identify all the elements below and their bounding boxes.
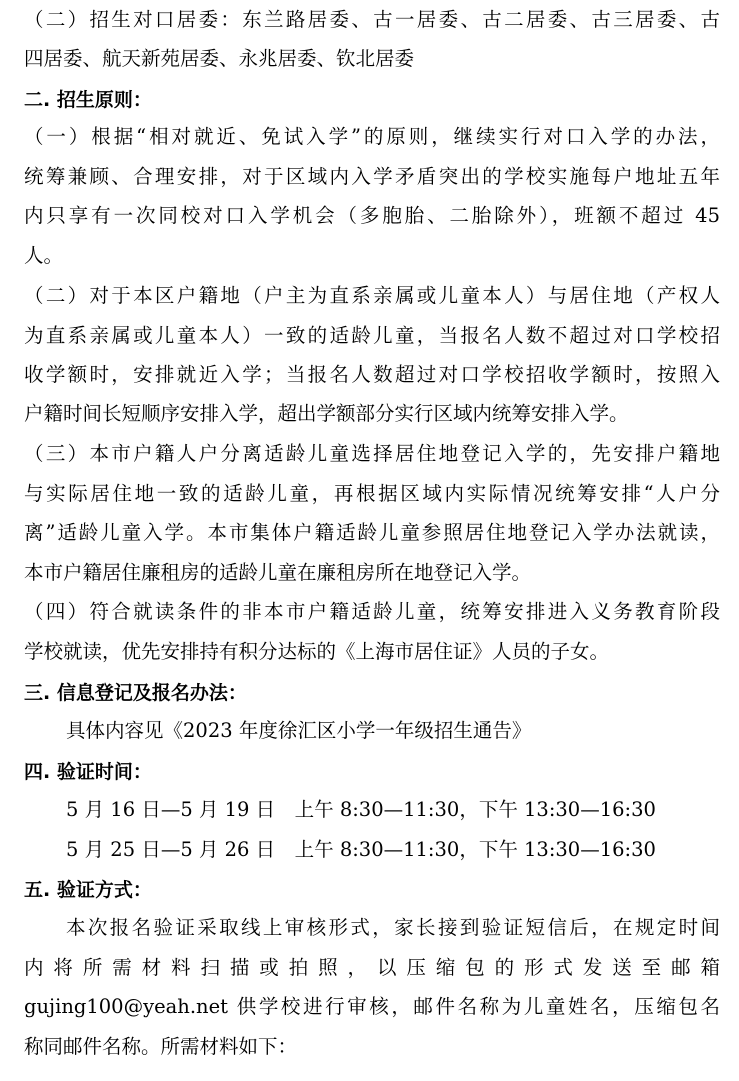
paragraph-line: （一）根据“相对就近、免试入学”的原则，继续实行对口入学的办法， <box>24 125 720 148</box>
paragraph-line: 人。 <box>24 244 64 267</box>
schedule-line: 5 月 25 日—5 月 26 日 上午 8:30—11:30，下午 13:30—16:30 <box>66 838 656 861</box>
paragraph-line: 学校就读，优先安排持有积分达标的《上海市居住证》人员的子女。 <box>24 640 610 663</box>
paragraph-line: 称同邮件名称。所需材料如下： <box>24 1035 298 1058</box>
section-heading: 三. 信息登记及报名办法： <box>24 682 247 704</box>
paragraph-line: 四居委、航天新苑居委、永兆居委、钦北居委 <box>24 47 415 70</box>
paragraph-line: gujing100@yeah.net 供学校进行审核，邮件名称为儿童姓名，压缩包名 <box>24 995 720 1018</box>
paragraph-line: 本市户籍居住廉租房的适龄儿童在廉租房所在地登记入学。 <box>24 561 532 584</box>
paragraph-line: 与实际居住地一致的适龄儿童，再根据区域内实际情况统筹安排“人户分 <box>24 482 720 505</box>
paragraph-line: 户籍时间长短顺序安排入学，超出学额部分实行区域内统筹安排入学。 <box>24 402 629 425</box>
section-heading: 四. 验证时间： <box>24 761 152 783</box>
paragraph-line: （四）符合就读条件的非本市户籍适龄儿童，统筹安排进入义务教育阶段 <box>24 600 720 623</box>
paragraph-line: 收学额时，安排就近入学；当报名人数超过对口学校招收学额时，按照入 <box>24 363 720 386</box>
section-heading: 二. 招生原则： <box>24 89 152 111</box>
paragraph-line: 内将所需材料扫描或拍照，以压缩包的形式发送至邮箱 <box>24 956 720 979</box>
section-heading: 五. 验证方式： <box>24 879 152 901</box>
paragraph-line: （二）招生对口居委：东兰路居委、古一居委、古二居委、古三居委、古 <box>24 8 720 31</box>
paragraph-line: （三）本市户籍人户分离适龄儿童选择居住地登记入学的，先安排户籍地 <box>24 442 720 465</box>
paragraph-line: 为直系亲属或儿童本人）一致的适龄儿童，当报名人数不超过对口学校招 <box>24 324 720 347</box>
paragraph-line: 具体内容见《2023 年度徐汇区小学一年级招生通告》 <box>66 719 532 742</box>
paragraph-line: 本次报名验证采取线上审核形式，家长接到验证短信后，在规定时间 <box>66 916 720 939</box>
schedule-line: 5 月 16 日—5 月 19 日 上午 8:30—11:30，下午 13:30—16:30 <box>66 798 656 821</box>
paragraph-line: 离”适龄儿童入学。本市集体户籍适龄儿童参照居住地登记入学办法就读， <box>24 521 720 544</box>
paragraph-line: 统筹兼顾、合理安排，对于区域内入学矛盾突出的学校实施每户地址五年 <box>24 165 720 188</box>
paragraph-line: （二）对于本区户籍地（户主为直系亲属或儿童本人）与居住地（产权人 <box>24 284 720 307</box>
paragraph-line: 内只享有一次同校对口入学机会（多胞胎、二胎除外），班额不超过 45 <box>24 204 720 227</box>
